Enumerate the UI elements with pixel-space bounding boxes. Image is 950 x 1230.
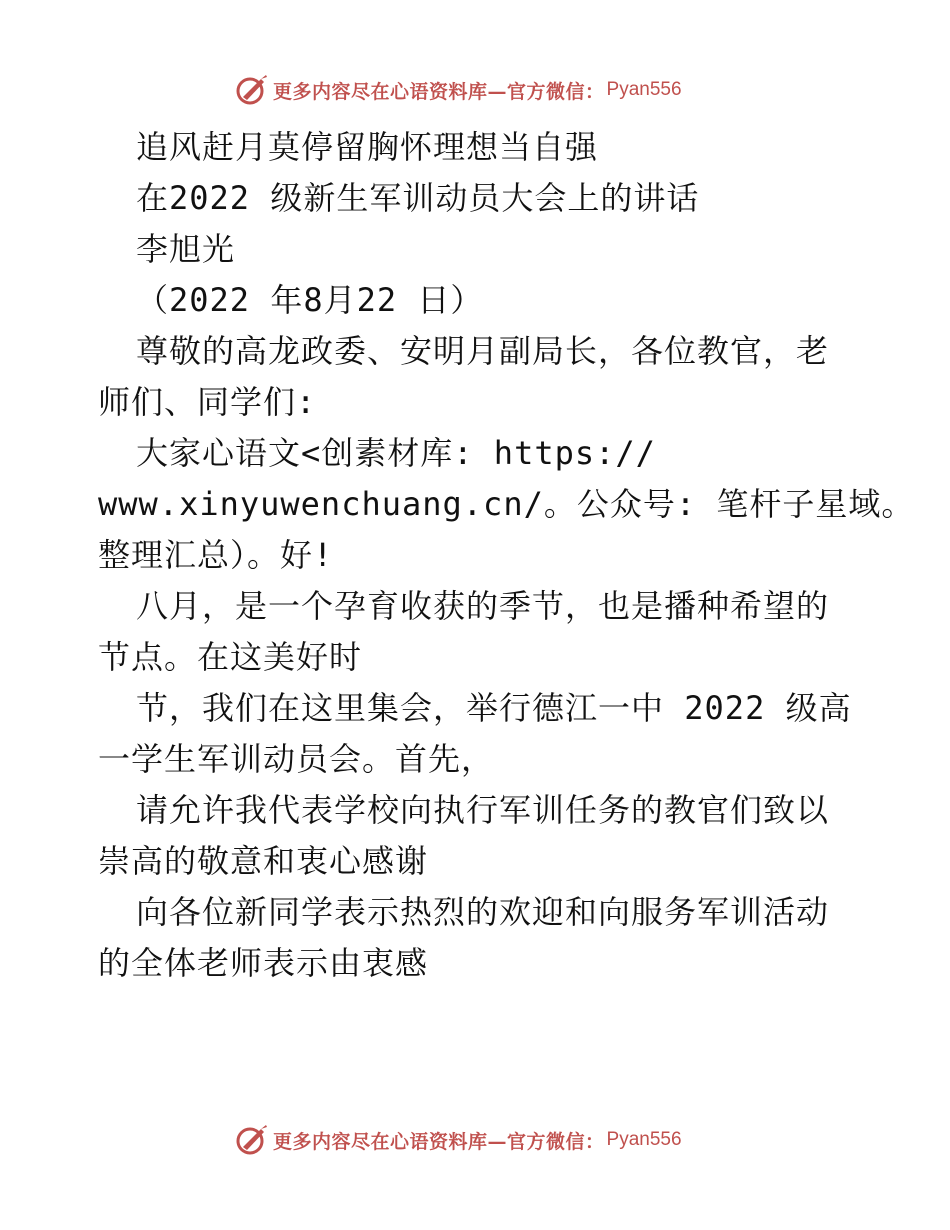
text-line: www.xinyuwenchuang.cn/。公众号: 笔杆子星域。	[98, 485, 915, 523]
document-body	[98, 122, 915, 989]
text-line: 节点。在这美好时	[98, 638, 363, 676]
watermark-wechat-id: Pyan556	[606, 1129, 682, 1150]
text-line: （2022 年8月22 日）	[136, 281, 484, 319]
text-line: 一学生军训动员会。首先，	[98, 740, 495, 778]
text-line: 请允许我代表学校向执行军训任务的教官们致以	[136, 791, 830, 829]
watermark-wechat-id: Pyan556	[606, 79, 682, 100]
text-line: 李旭光	[136, 230, 236, 268]
text-line: 的全体老师表示由衷感	[98, 944, 429, 982]
watermark-header	[235, 72, 682, 108]
watermark-text: 更多内容尽在心语资料库—官方微信：	[273, 1130, 605, 1153]
text-line: 八月，是一个孕育收获的季节，也是播种希望的	[136, 587, 830, 625]
text-line: 大家心语文<创素材库: https://	[136, 434, 656, 472]
text-line: 向各位新同学表示热烈的欢迎和向服务军训活动	[136, 893, 830, 931]
quill-pen-circle-icon	[235, 73, 269, 107]
text-line: 尊敬的高龙政委、安明月副局长，各位教官，老	[136, 332, 830, 370]
quill-pen-circle-icon	[235, 1123, 269, 1157]
text-line: 在2022 级新生军训动员大会上的讲话	[136, 179, 700, 217]
text-line: 师们、同学们:	[98, 383, 317, 421]
watermark-footer	[235, 1122, 682, 1158]
text-line: 崇高的敬意和衷心感谢	[98, 842, 429, 880]
text-line: 节，我们在这里集会，举行德江一中 2022 级高	[136, 689, 852, 727]
watermark-text: 更多内容尽在心语资料库—官方微信：	[273, 80, 605, 103]
text-line: 整理汇总）。好!	[98, 536, 334, 574]
text-line: 追风赶月莫停留胸怀理想当自强	[136, 128, 599, 166]
